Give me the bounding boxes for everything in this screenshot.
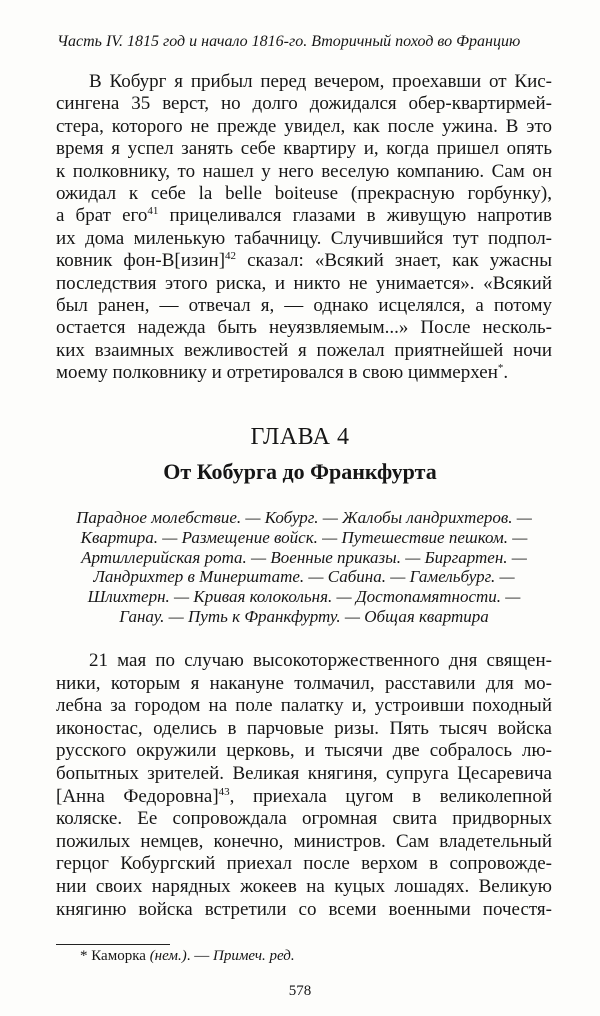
body-line: ожидал к себе la belle boiteuse (прекрасную горбунку), (56, 182, 552, 204)
summary-line: Ландрихтер в Минерштате. — Сабина. — Гамельбург. — (93, 567, 515, 587)
body-line: герцог Кобургский приехал после верхом в сопровожде- (56, 853, 552, 875)
body-line (56, 205, 552, 227)
body-line: ники, которым я накануне толмачил, расставили для мо- (56, 672, 552, 694)
chapter-title: От Кобурга до Франкфурта (163, 459, 437, 484)
body-line: бопытных зрителей. Великая княгиня, супруга Цесаревича (56, 762, 552, 784)
footnote-ref: 41 (147, 205, 159, 218)
footnote-ref: * (497, 362, 504, 375)
body-line: ких взаимных вежливостей я пожелал приятнейшей ночи (56, 339, 552, 361)
line-text: сказал: «Всякий знает, как ужасны (236, 250, 552, 272)
body-line: лебна за городом на поле палатку и, устроивши походный (56, 695, 552, 717)
paragraph-2 (56, 650, 552, 921)
body-line: последствия этого риска, и никто не унимается». «Всякий (56, 272, 552, 294)
footnote-word: Каморка (91, 948, 146, 964)
line-text: прицеливался глазами в живущую напротив (158, 205, 552, 227)
summary-line: Парадное молебствие. — Кобург. — Жалобы ландрихтеров. — (76, 508, 532, 527)
body-line: русского окружили церковь, и тысячи две собралось лю- (56, 740, 552, 762)
footnote-language: (нем.) (149, 948, 187, 964)
chapter-label: ГЛАВА 4 (250, 424, 350, 450)
footnote-ref: 42 (225, 250, 237, 263)
chapter-summary (56, 508, 552, 627)
body-line: иконостас, оделись в парчовые ризы. Пять тысяч войска (56, 717, 552, 739)
body-line: был ранен, — отвечал я, — однако исцелялся, а потому (56, 294, 552, 316)
footnote-marker: * (80, 948, 88, 964)
line-text: , приехала цугом в великолепной (229, 785, 552, 807)
body-line (56, 362, 552, 384)
body-line: княгиню войска встретили со всеми военными почестя- (56, 898, 552, 920)
body-line (56, 250, 552, 272)
summary-line: Квартира. — Размещение войск. — Путешествие пешком. — (80, 527, 528, 547)
body-line: сингена 35 верст, но долго дожидался обер-квартирмей- (56, 93, 552, 115)
footnote-ref: 43 (218, 785, 230, 798)
summary-line: Артиллерийская рота. — Военные приказы. — Биргартен. — (81, 547, 527, 567)
page-number: 578 (288, 983, 312, 999)
footnote-dash: . — (186, 948, 210, 964)
body-line: нии своих нарядных жокеев на куцых лошадях. Великую (56, 875, 552, 897)
body-line: В Кобург я прибыл перед вечером, проехавши от Кис- (89, 71, 552, 92)
footnote-divider (56, 944, 170, 945)
body-line: остается надежда быть неуязвляемым...» После несколь- (56, 317, 552, 339)
body-line: к полковнику, то нашел у него веселую компанию. Сам он (56, 160, 552, 182)
line-text: моему полковнику и отретировался в свою циммерхен (56, 362, 498, 384)
body-line: их дома миленькую табачницу. Случившийся тут подпол- (56, 227, 552, 249)
body-line: коляске. Ее сопровождала огромная свита придворных (56, 808, 552, 830)
body-line: время я успел занять себе квартиру и, когда пришел опять (56, 138, 552, 160)
line-text: а брат его (56, 205, 148, 227)
summary-line: Шлихтерн. — Кривая колокольня. — Достопамятности. — (87, 587, 521, 607)
body-line: 21 мая по случаю высокоторжественного дня священ- (89, 650, 552, 671)
body-line: пожилых немцев, конечно, министров. Сам владетельный (56, 830, 552, 852)
running-head: Часть IV. 1815 год и начало 1816-го. Вторичный поход во Францию (57, 33, 521, 50)
line-text: ковник фон-В[изин] (56, 250, 226, 272)
summary-line: Ганау. — Путь к Франкфурту. — Общая квартира (119, 606, 489, 626)
body-line: стера, которого не прежде увидел, как после ужина. В это (56, 115, 552, 137)
line-text: [Анна Федоровна] (56, 785, 219, 807)
footnote (80, 947, 295, 965)
line-text: . (503, 362, 509, 384)
body-line (56, 786, 552, 809)
footnote-source: Примеч. ред. (212, 948, 295, 964)
paragraph-1 (56, 71, 552, 384)
